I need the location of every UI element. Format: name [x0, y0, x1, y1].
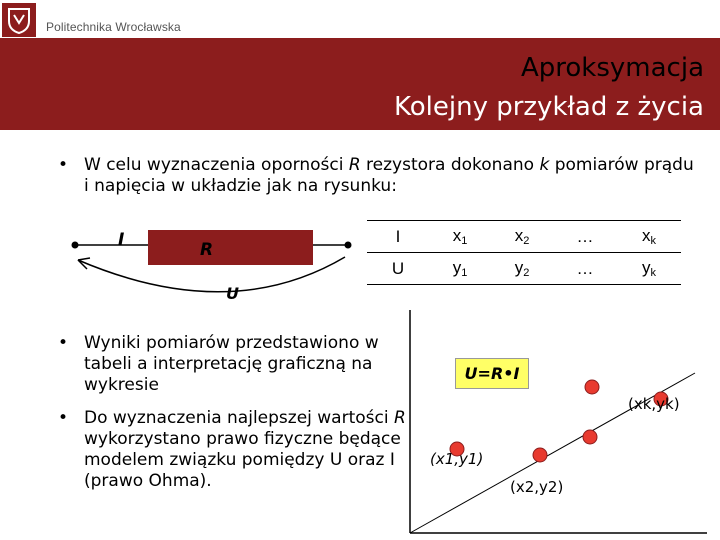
bullet-dot-icon: • — [58, 155, 69, 175]
bullet-measurements: • W celu wyznaczenia oporności R rezystora dokonano k pomiarów prądu i napięcia w układzie jak na rysunku: — [58, 155, 694, 196]
bullet-dot-icon: • — [58, 408, 69, 428]
bullet-dot-icon: • — [58, 333, 69, 353]
data-point — [583, 430, 597, 444]
slide-title: Aproksymacja — [520, 53, 704, 83]
header — [0, 0, 720, 38]
measurements-table — [367, 220, 681, 285]
point-label-1: (x1,y1) — [430, 450, 484, 468]
bullet-ohm-law: • Do wyznaczenia najlepszej wartości R wykorzystano prawo fizyczne będące modelem związku pomiędzy U oraz I (prawo Ohma). — [58, 408, 406, 491]
point-label-2: (x2,y2) — [510, 478, 564, 496]
voltage-label: U — [226, 284, 239, 303]
current-label: I — [118, 230, 125, 250]
ohm-law-plot — [395, 305, 715, 540]
data-point — [585, 380, 599, 394]
brand-name: Politechnika Wrocławska — [46, 20, 181, 34]
point-label-k: (xk,yk) — [628, 395, 680, 413]
table-row: U $y_1$ $y_2$ … $y_k$ — [367, 253, 681, 285]
ohm-equation-box: U=R•I — [455, 358, 529, 389]
bullet-results: • Wyniki pomiarów przedstawiono w tabeli a interpretację graficzną na wykresie — [58, 333, 379, 395]
circuit-diagram — [60, 215, 360, 305]
university-logo-icon — [2, 3, 36, 37]
table-row: I $x_1$ $x_2$ … $x_k$ — [367, 221, 681, 253]
data-point — [533, 448, 547, 462]
resistor-label: R — [200, 240, 214, 260]
slide-subtitle: Kolejny przykład z życia — [393, 92, 704, 122]
